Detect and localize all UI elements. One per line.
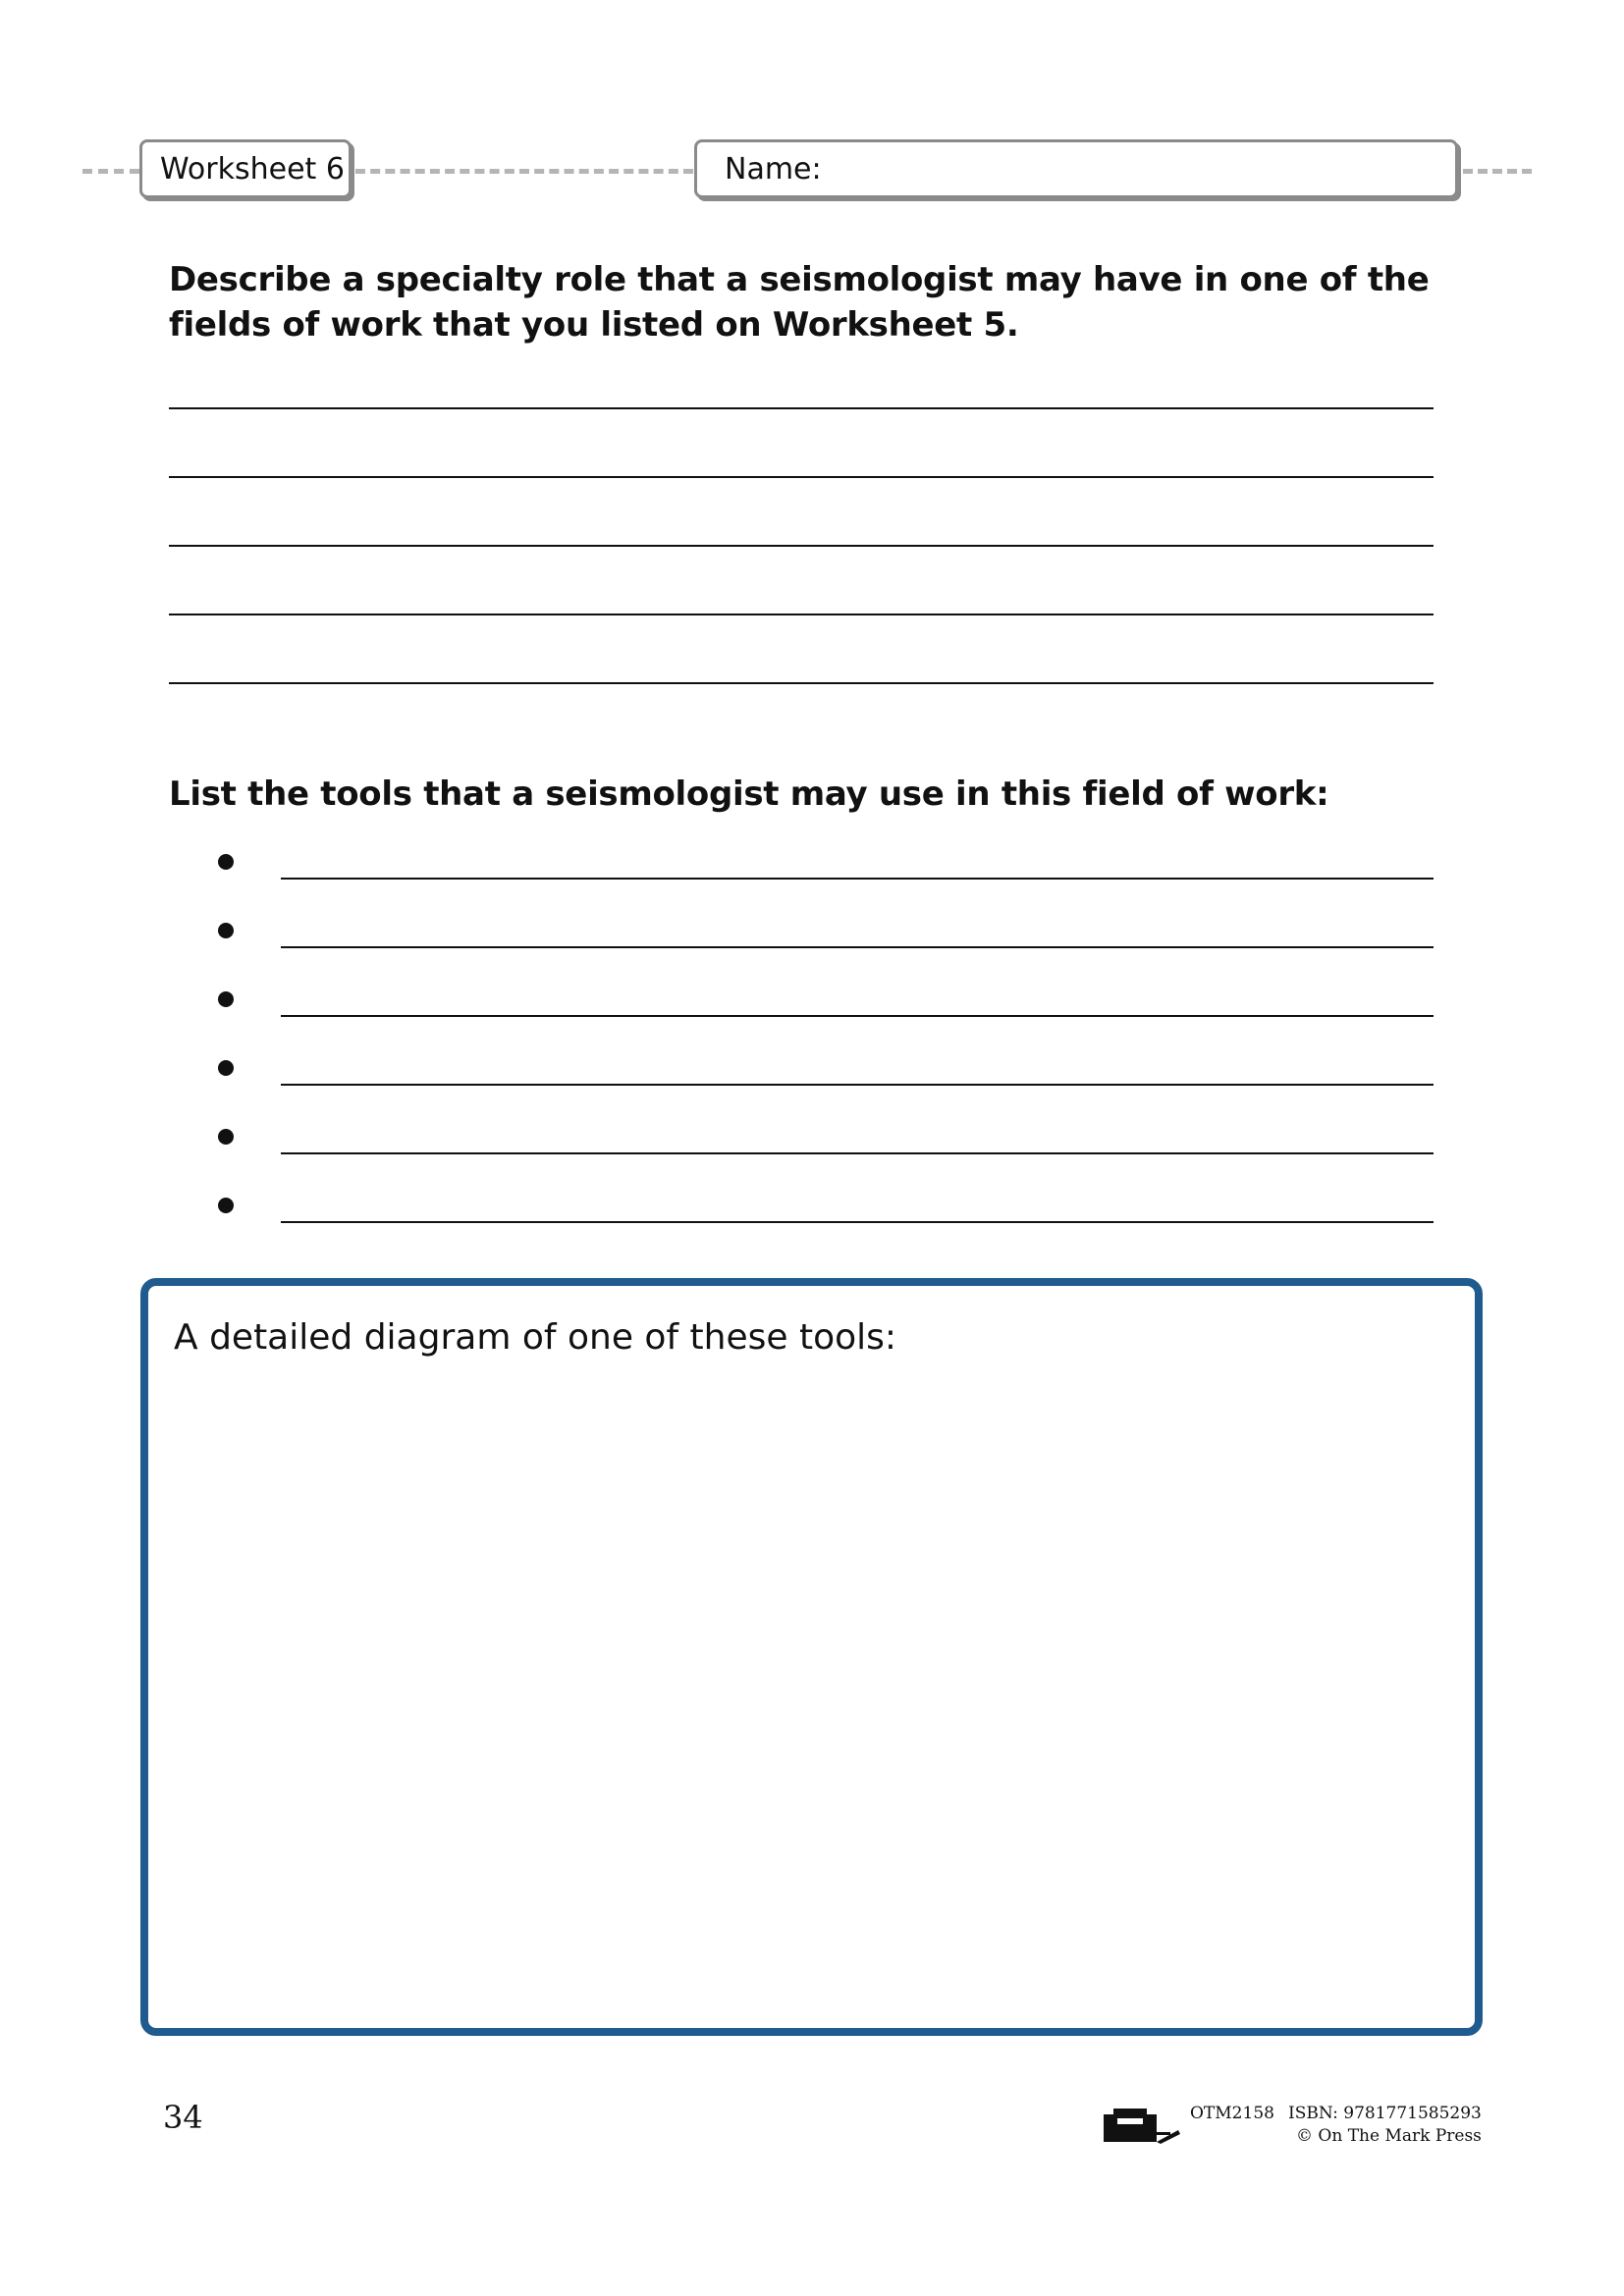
bullet-dot [218,991,234,1007]
worksheet-label: Worksheet 6 [160,151,345,187]
bullet-dot [218,923,234,938]
tool-line[interactable] [281,1221,1434,1223]
header-dash-left [82,169,139,174]
tool-line[interactable] [281,1084,1434,1086]
press-logo-icon [1102,2105,1182,2146]
bullet-dot [218,854,234,870]
answer-line[interactable] [169,545,1434,547]
header-dash-middle [355,169,693,174]
header-dash-right [1463,169,1532,174]
tool-line[interactable] [281,946,1434,948]
answer-line[interactable] [169,682,1434,684]
product-code: OTM2158 [1190,2104,1274,2123]
answer-line[interactable] [169,614,1434,615]
isbn: ISBN: 9781771585293 [1288,2104,1482,2123]
copyright: © On The Mark Press [1296,2126,1482,2146]
diagram-box-label: A detailed diagram of one of these tools: [174,1317,897,1358]
worksheet-tab [139,139,352,198]
tool-line[interactable] [281,1152,1434,1154]
bullet-dot [218,1198,234,1213]
tool-line[interactable] [281,878,1434,880]
section2-prompt: List the tools that a seismologist may use in this field of work: [169,774,1329,814]
section1-prompt: Describe a specialty role that a seismologist may have in one of the fields of work that you listed on Worksheet 5. [169,260,1430,345]
answer-line[interactable] [169,476,1434,478]
name-label: Name: [725,151,822,187]
bullet-dot [218,1129,234,1145]
tool-line[interactable] [281,1015,1434,1017]
name-field[interactable] [694,139,1458,198]
diagram-box[interactable] [140,1278,1483,2036]
page-number: 34 [163,2099,203,2136]
answer-line[interactable] [169,407,1434,409]
bullet-dot [218,1060,234,1076]
